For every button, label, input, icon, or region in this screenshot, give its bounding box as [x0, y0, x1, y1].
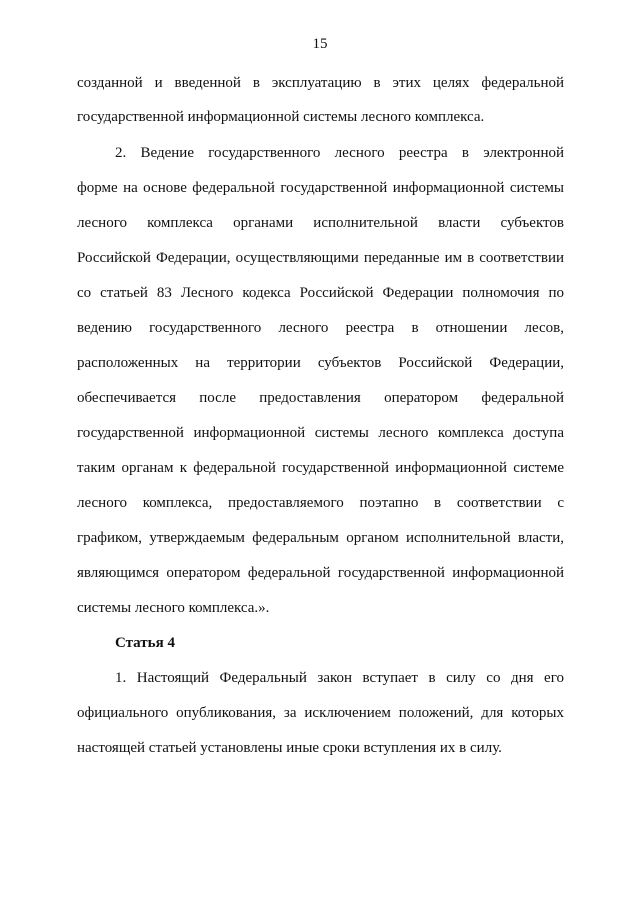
text-line: ведению государственного лесного реестра в отношении лесов, [77, 320, 564, 336]
text-line: форме на основе федеральной государственной информационной системы [77, 180, 564, 196]
text-line: являющимся оператором федеральной государственной информационной [77, 565, 564, 581]
article-heading: Статья 4 [115, 635, 175, 651]
text-line: таким органам к федеральной государственной информационной системе [77, 460, 564, 476]
text-line: системы лесного комплекса.». [77, 600, 270, 616]
text-line: расположенных на территории субъектов Российской Федерации, [77, 355, 564, 371]
text-line: обеспечивается после предоставления оператором федеральной [77, 390, 564, 406]
text-line: 1. Настоящий Федеральный закон вступает в силу со дня его [115, 670, 564, 686]
text-line: настоящей статьей установлены иные сроки вступления их в силу. [77, 740, 502, 756]
text-line: лесного комплекса, предоставляемого поэтапно в соответствии с [77, 495, 564, 511]
page-number: 15 [312, 36, 328, 52]
text-line: лесного комплекса органами исполнительной власти субъектов [77, 215, 564, 231]
text-line: созданной и введенной в эксплуатацию в этих целях федеральной [77, 75, 564, 91]
text-line: государственной информационной системы лесного комплекса. [77, 109, 485, 125]
text-line: 2. Ведение государственного лесного реестра в электронной [115, 145, 564, 161]
text-line: официального опубликования, за исключением положений, для которых [77, 705, 564, 721]
text-line: Российской Федерации, осуществляющими переданные им в соответствии [77, 250, 564, 266]
text-line: со статьей 83 Лесного кодекса Российской Федерации полномочия по [77, 285, 564, 301]
text-line: графиком, утверждаемым федеральным органом исполнительной власти, [77, 530, 564, 546]
text-line: государственной информационной системы лесного комплекса доступа [77, 425, 564, 441]
